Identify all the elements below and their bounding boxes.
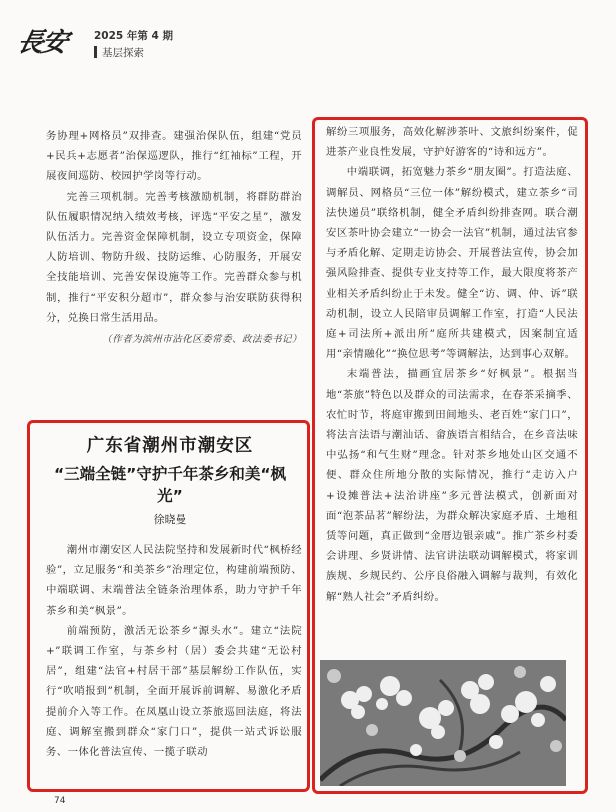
article-body-right xyxy=(326,122,578,607)
blossom-photo xyxy=(320,660,566,786)
article-author: 徐晓曼 xyxy=(153,513,187,526)
paragraph: 中端联调，拓宽魅力茶乡“朋友圈”。打造法庭、调解员、网格员“三位一体”解纷模式，建立茶乡“司法快递员”联络机制，健全矛盾纠纷排查网。联合潮安区茶叶协会建立“一协会一法官”机制，通过法官参与矛盾化解、定期走访协会、开展普法宣传，协会加强风险排查、提供专业支持等工作，最大限度将茶产业相关矛盾纠纷止于未发。健全“访、调、仲、诉”联动机制，设立人民陪审员调解工作室，打造“人民法庭+司法所+派出所”庭所共建模式，因案制宜适用“亲情融化”“换位思考”等调解法，达到事心双解。 xyxy=(326,166,578,361)
issue-label: 2025 年第 4 期 xyxy=(94,30,173,42)
article-title-line2: “三端全链”守护千年茶乡和美“枫光” xyxy=(53,465,287,505)
paragraph: 解纷三项服务，高效化解涉茶叶、文旅纠纷案件，促进茶产业良性发展，守护好游客的“诗和远方”。 xyxy=(326,126,578,159)
article-body-left xyxy=(46,540,302,762)
paragraph: 完善三项机制。完善考核激励机制，将群防群治队伍履职情况纳入绩效考核，评选“平安之星”，激发队伍活力。完善资金保障机制，设立专项资金，保障人防培训、物防升级、技防运维、心防服务，开展安全技能培训、完善安保设施等工作。完善群众参与机制，推行“平安积分超市”，群众参与治安联防获得积分，兑换日常生活用品。 xyxy=(46,190,302,324)
author-note: （作者为滨州市沾化区委常委、政法委书记） xyxy=(102,334,302,346)
paragraph: 务协理+网格员”双排查。建强治保队伍，组建“党员+民兵+志愿者”治保巡逻队，推行“红袖标”工程，开展夜间巡防、校园护学岗等行动。 xyxy=(46,130,302,183)
section-label: 基层探索 xyxy=(102,47,144,59)
article-title-line1: 广东省潮州市潮安区 xyxy=(86,436,254,456)
previous-article-ending xyxy=(46,126,302,350)
paragraph: 末端普法，描画宜居茶乡“好枫景”。根据当地“茶旅”特色以及群众的司法需求，在春茶采摘季、农忙时节，将庭审搬到田间地头、老百姓“家门口”，将法言法语与潮汕话、畲族语言相结合，在乡音法味中弘扬“和气生财”理念。针对茶乡地处山区交通不便、群众住所地分散的实际情况，推行“走访入户+设摊普法+法治讲座”多元普法模式，创新面对面“泡茶品茗”解纷法，为群众解决家庭矛盾、土地租赁等问题，真正做到“金厝边银亲戚”。推广茶乡村委会讲理、乡贤讲情、法官讲法联动调解模式，将家训族规、乡规民约、公序良俗融入调解与裁判，有效化解“熟人社会”矛盾纠纷。 xyxy=(326,368,578,603)
paragraph: 潮州市潮安区人民法院坚持和发展新时代“枫桥经验”，立足服务“和美茶乡”治理定位，构建前端预防、中端联调、末端普法全链条治理体系，助力守护千年茶乡和美“枫景”。 xyxy=(46,544,302,617)
magazine-logo: 長安 xyxy=(14,28,69,58)
section-marker xyxy=(94,46,97,58)
blossom-photo-art xyxy=(320,660,566,786)
page-number: 74 xyxy=(54,796,66,806)
page-header xyxy=(14,22,598,62)
paragraph: 前端预防，激活无讼茶乡“源头水”。建立“法院+”联调工作室，与茶乡村（居）委会共建“无讼村居”，组建“法官+村居干部”基层解纷工作队伍，实行“吹哨报到”机制，全面开展诉前调解、易激化矛盾提前介入等工作。在凤凰山设立茶旅巡回法庭，将法庭、调解室搬到群众“家门口”，提供一站式诉讼服务、一体化普法宣传、一揽子联动 xyxy=(46,624,302,759)
